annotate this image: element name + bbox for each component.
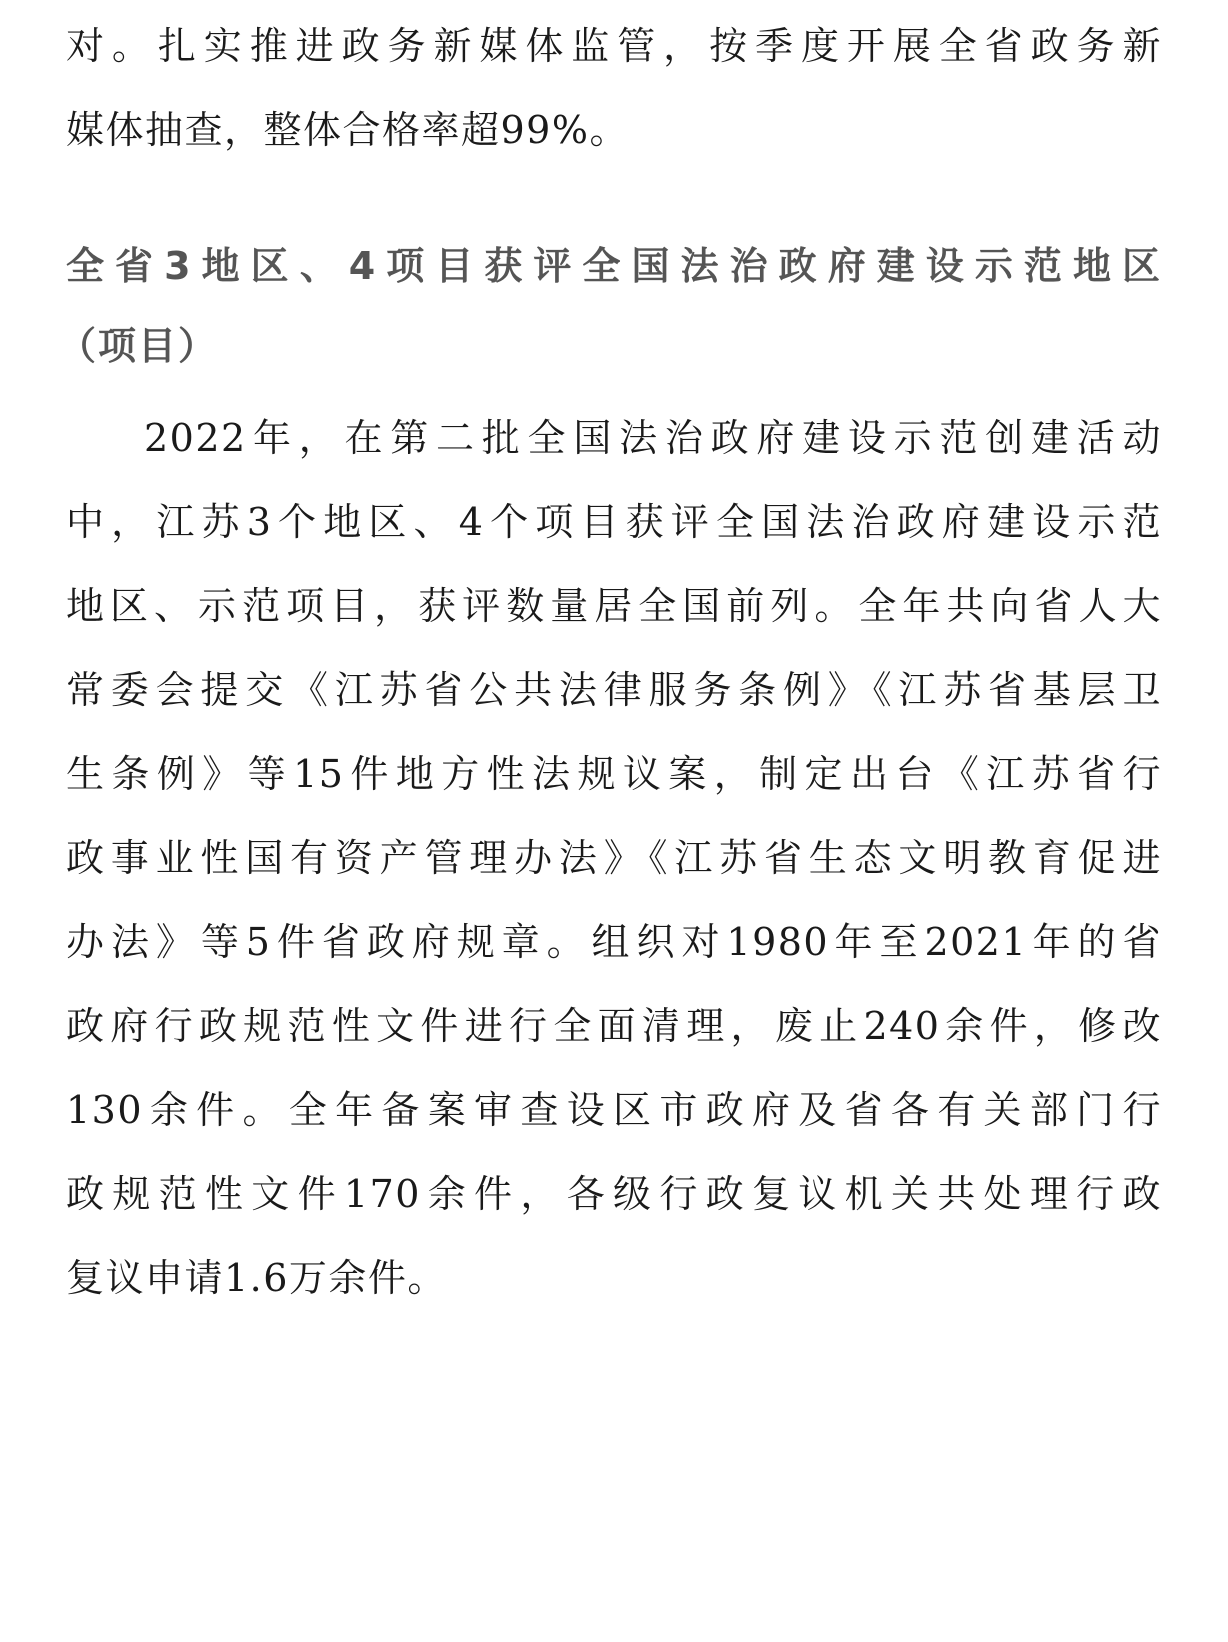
body-line-3: 地区、示范项目，获评数量居全国前列。全年共向省人大 xyxy=(66,584,1162,628)
body-line-10: 政规范性文件170余件，各级行政复议机关共处理行政 xyxy=(66,1172,1162,1216)
intro-paragraph xyxy=(66,4,1162,172)
section-heading-line-1: 全省3地区、4项目获评全国法治政府建设示范地区 xyxy=(66,244,1162,288)
body-line-5: 生条例》等15件地方性法规议案，制定出台《江苏省行 xyxy=(66,752,1162,796)
section-heading xyxy=(58,226,1162,386)
section-body-paragraph xyxy=(66,396,1162,1320)
body-line-9: 130余件。全年备案审查设区市政府及省各有关部门行 xyxy=(66,1088,1162,1132)
intro-line-2: 媒体抽查，整体合格率超99%。 xyxy=(66,108,629,152)
body-line-6: 政事业性国有资产管理办法》《江苏省生态文明教育促进 xyxy=(66,836,1162,880)
body-line-2: 中，江苏3个地区、4个项目获评全国法治政府建设示范 xyxy=(66,500,1162,544)
body-line-4: 常委会提交《江苏省公共法律服务条例》《江苏省基层卫 xyxy=(66,668,1162,712)
body-line-8: 政府行政规范性文件进行全面清理，废止240余件，修改 xyxy=(66,1004,1162,1048)
intro-line-1: 对。扎实推进政务新媒体监管，按季度开展全省政务新 xyxy=(66,24,1162,68)
body-line-7: 办法》等5件省政府规章。组织对1980年至2021年的省 xyxy=(66,920,1162,964)
body-line-11: 复议申请1.6万余件。 xyxy=(66,1256,447,1300)
body-line-1: 2022年，在第二批全国法治政府建设示范创建活动 xyxy=(144,416,1162,460)
section-heading-line-2: （项目） xyxy=(58,324,219,368)
